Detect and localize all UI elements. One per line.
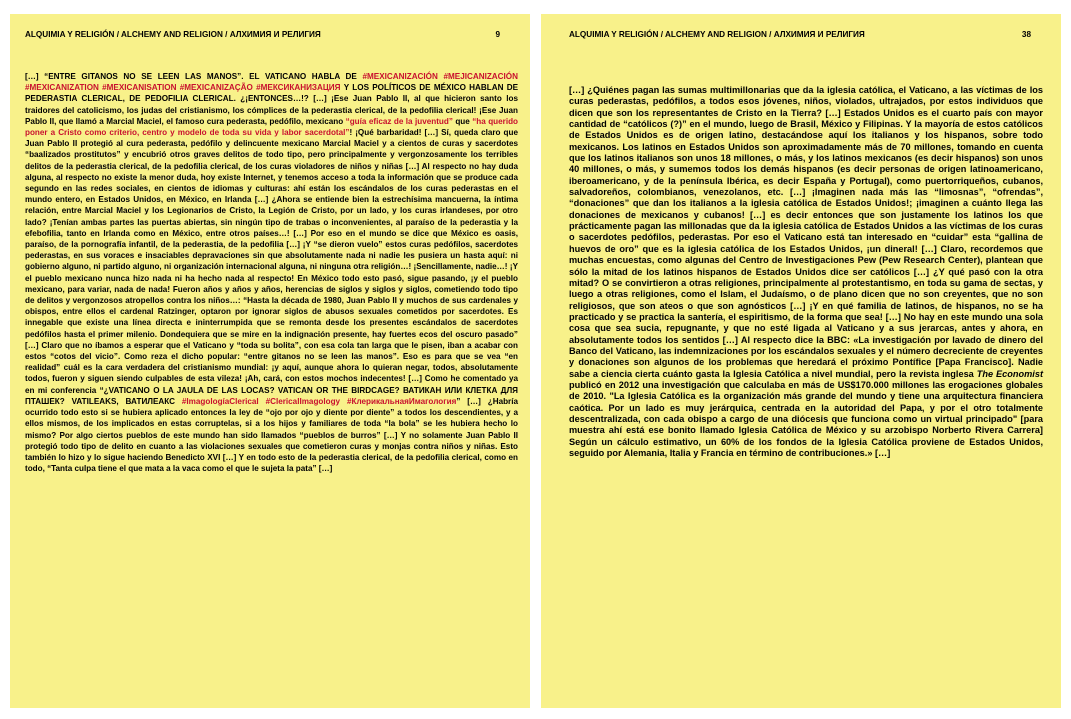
page-header bbox=[569, 30, 1049, 39]
left-page bbox=[10, 14, 530, 708]
header-title: ALQUIMIA Y RELIGIÓN / ALCHEMY AND RELIGION / АЛХИМИЯ И РЕЛИГИЯ bbox=[569, 30, 865, 39]
magazine-title: The Economist bbox=[976, 368, 1044, 379]
header-title: ALQUIMIA Y RELIGIÓN / ALCHEMY AND RELIGION / АЛХИМИЯ И РЕЛИГИЯ bbox=[25, 30, 321, 39]
text-segment: ” […] ¿Habría ocurrido todo esto si se hubiera aplicado entonces la ley de “ojo por ojo y diente por diente” a todos los descendientes, y a ellos mismos, de los implicados en estas corruptelas, si a los hijos y familiares de toda “la bola” se les hubiera hecho lo mismo? Por algo ciertos pueblos de este mundo han sido llamados “pueblos de burros” […] Y no solamente Juan Pablo II protegió todo tipo de delito en cuanto a las violaciones sexuales que cometieron curas y monjas contra niños y niñas. Esto también lo hizo y lo sigue haciendo Benedicto XVI […] Y en todo esto de la pederastia clerical, de la pedofilia clerical, como en todo, “Tanta culpa tiene el que mata a la vaca como el que le sujeta la pata” […] bbox=[25, 396, 518, 474]
body-text bbox=[25, 71, 518, 474]
text-segment: […] “ENTRE GITANOS NO SE LEEN LAS MANOS”. EL VATICANO HABLA DE bbox=[25, 72, 363, 81]
hashtag-text: #ImagologíaClerical #ClericalImagology #КлерикальнаяИмагология bbox=[181, 396, 457, 406]
text-segment: Y LOS POLÍTICOS DE MÉXICO HABLAN DE PEDERASTIA CLERICAL, DE PEDOFILIA CLERICAL. ¿¡ENTONCES…!? […] ¡Ese Juan Pablo II, al que hicieron santo los traidores del catolicismo, los judas del cristianismo, los cómplices de la pederastia clerical, de la pedofilia clerical! ¡Ese Juan Pablo II, que llamó a Marcial Maciel, el famoso cura pederasta, pedófilo, mexicano bbox=[25, 83, 518, 126]
page-number: 9 bbox=[495, 30, 500, 39]
text-segment: que bbox=[452, 116, 473, 126]
text-segment: […] ¿Quiénes pagan las sumas multimillonarias que da la iglesia católica, el Vaticano, a las víctimas de los curas pederastas, pedófilos, a todos esos jóvenes, niños, violados, ultrajados, por estos individuos que dicen que son los representantes de Cristo en la Tierra? […] Estados Unidos es el cuarto país con mayor cantidad de “católicos (?)” en el mundo, luego de Brasil, México y Filipinas. Y la mayoría de estos católicos de Estados Unidos es de origen latino, destacándose aquí los italianos y los hispanos, sobre todo mexicanos. Los latinos en Estados Unidos son aproximadamente más de 70 millones, tomando en cuenta que los latinos italianos son unos 18 millones, o más, y los latinos mexicanos (es decir hispanos) son unos 40 millones, o más, y sumemos todos los demás hispanos (es decir personas de origen latinoamericano, iberoamericano, y de la península Ibérica, es decir España y Portugal), como puertorriqueños, cubanos, salvadoreños, colombianos, venezolanos, etc. […] ¡Imaginen nada más las “limosnas”, “ofrendas”, “donaciones” que dan los italianos a la iglesia católica de Estados Unidos!; ¡imaginen a cuánto llega las donaciones de mexicanos y cubanos! […] es decir entonces que son justamente los latinos los que prácticamente pagan las millonadas que da la iglesia católica de Estados Unidos a las víctimas de los curas o sacerdotes pedófilos, pederastas. Por eso el Vaticano está tan interesado en “cuidar” esta “gallina de huevos de oro” que es la iglesia católica de los Estados Unidos, ¡un dineral! […] Claro, recordemos que muchas encuestas, como algunas del Centro de Investigaciones Pew (Pew Research Center), plantean que sólo la mitad de los latinos hispanos de Estados Unidos dice ser católicos […] ¿Y qué pasó con la otra mitad? O se convirtieron a otras religiones, principalmente al protestantismo, en toda su gama de sectas, y luego a otras religiones, como el Islam, el Judaísmo, o de plano dicen que no son creyentes, que no son religiosos, que son ateos o que son agnósticos […] ¡Y en qué familia de latinos, de hispanos, no se ha practicado y se practica la santería, el espiritismo, de la forma que sea! […] No hay en este mundo una sola cosa que sea sucia, repugnante, y que no esté ligada al Vaticano y a sus jerarcas, antes y ahora, en absolutamente todos los sentidos […] Al respecto dice la BBC: «La investigación por lavado de dinero del Banco del Vaticano, las indemnizaciones por los escándalos sexuales y el número decreciente de creyentes y donaciones son algunos de los problemas que heredará el próximo Pontífice [Papa Francisco]. Nadie sabe a ciencia cierta cuánto gasta la Iglesia Católica a nivel mundial, pero la revista inglesa bbox=[569, 85, 1043, 379]
text-segment: ! ¡Qué barbaridad! […] Sí, queda claro que Juan Pablo II protegió al cura pederasta, pedófilo y delincuente mexicano Marcial Maciel y a cientos de curas y sacerdotes “baalizados prostitutos” y encubrió otros graves delitos de todo tipo, pero principalmente y vergonzosamente los terribles delitos de la pederastia clerical, de la pedofilia clerical, de los curas violadores de niños y niñas […] Al respecto no hay duda alguna, al respecto no existe la menor duda, hoy existe Internet, y tenemos acceso a toda la información que se produce cada segundo en las redes sociales, en cientos de idiomas y culturas: ahí están los escándalos de los curas pederastas en el mundo entero, en Estados Unidos, en México, en Irlanda […] ¿Ahora se entiende bien la estrechísima mancuerna, la íntima relación, entre Marcial Maciel y los Legionarios de Cristo, la Legión de Cristo, por un lado, y los curas irlandeses, por otro lado? ¡Tenían ambas partes las puertas abiertas, sin ningún tipo de trabas o inconvenientes, al paraíso de la pederastia y la efebofilia, tanto en Irlanda como en México, entre otros países…! […] Por eso en el mundo se dice que México es oasis, paraíso, de la pornografía infantil, de la pederastia, de la pedofilia […] ¡Y “se dieron vuelo” estos curas pedófilos, sacerdotes pederastas, en sus voraces e insaciables depravaciones sin que absolutamente nada ni nadie les pusiera un hasta aquí: ni gobierno alguno, ni partido alguno, ni organización internacional alguna, ni ninguna otra religión…! ¡Sencillamente, nadie…! ¡Y el pueblo mexicano nunca hizo nada ni ha hecho nada al respecto! En México todo esto pasó, sigue pasando, ¡y el pueblo mexicano, para variar, nada de nada! Fueron años y años y años, herencias de siglos y siglos y siglos, cometiendo todo tipo de delitos y vergonzosos atropellos contra los niños…: “Hasta la década de 1980, Juan Pablo II y muchos de sus cardenales y obispos, entre ellos el cardenal Ratzinger, optaron por ignorar siglos de abusos sexuales cometidos por sacerdotes. Es innegable que existe una línea directa e ininterrumpida que se remonta desde los presentes escándalos de sacerdotes pedófilos hasta el primer milenio. Dondequiera que se mire en la indignación presente, hay fuertes ecos del oscuro pasado” […] Claro que no íbamos a esperar que el Vaticano y “toda su bolita”, con esa cola tan larga que le pisen, iban a acabar con estos “cotos del vicio”. Como reza el dicho popular: “entre gitanos no se leen las manos”. Eso es para que se vea “en realidad” cuál es la cara verdadera del cristianismo mundial: ¡y aquí, aunque ahora lo quieran negar, todos, absolutamente todos, fueron y siguen siendo culpables de esta vileza! ¡Ah, cará, con estos mochos indecentes! […] Como he comentado ya en mi conferencia “¿VATICANO O LA JAULA DE LAS LOCAS? VATICAN OR THE BIRDCAGE? ВАТИКАН ИЛИ КЛЕТКА ДЛЯ ПТАШЕК? VATILEAKS, ВАТИЛЕАКС bbox=[25, 128, 518, 406]
right-page bbox=[541, 14, 1061, 708]
hashtag-text: #MEXICANIZACIÓN #MEJICANIZACIÓN #MEXICANIZATION #MEXICANISATION #MEXICANIZAÇÃO #МЕКСИКАНИЗАЦИЯ bbox=[25, 72, 518, 93]
quote-highlight: “guía eficaz de la juventud” bbox=[345, 116, 453, 126]
page-header bbox=[25, 30, 518, 39]
quote-highlight: “ha querido poner a Cristo como criterio, centro y modelo de toda su vida y labor sacerdotal” bbox=[25, 116, 519, 138]
body-text bbox=[569, 85, 1049, 459]
text-segment: publicó en 2012 una investigación que calculaba en más de US$170.000 millones las erogaciones globales de 2010. "La Iglesia Católica es la organización más grande del mundo y tiene una arquitectura financiera caótica. Por un lado es muy jerárquica, centrada en la autoridad del Papa, y por el otro totalmente descentralizada, con cada obispo a cargo de una diócesis que funciona como un virtual principado" [para muestra ahí está ese bonito llamado Iglesia Católica de México y su arzobispo Norberto Rivera Carrera] Según un cálculo estimativo, un 60% de los fondos de la Iglesia Católica proviene de Estados Unidos, seguido por Alemania, Italia y Francia en término de contribuciones.» […] bbox=[569, 379, 1043, 458]
page-number: 38 bbox=[1021, 30, 1031, 39]
